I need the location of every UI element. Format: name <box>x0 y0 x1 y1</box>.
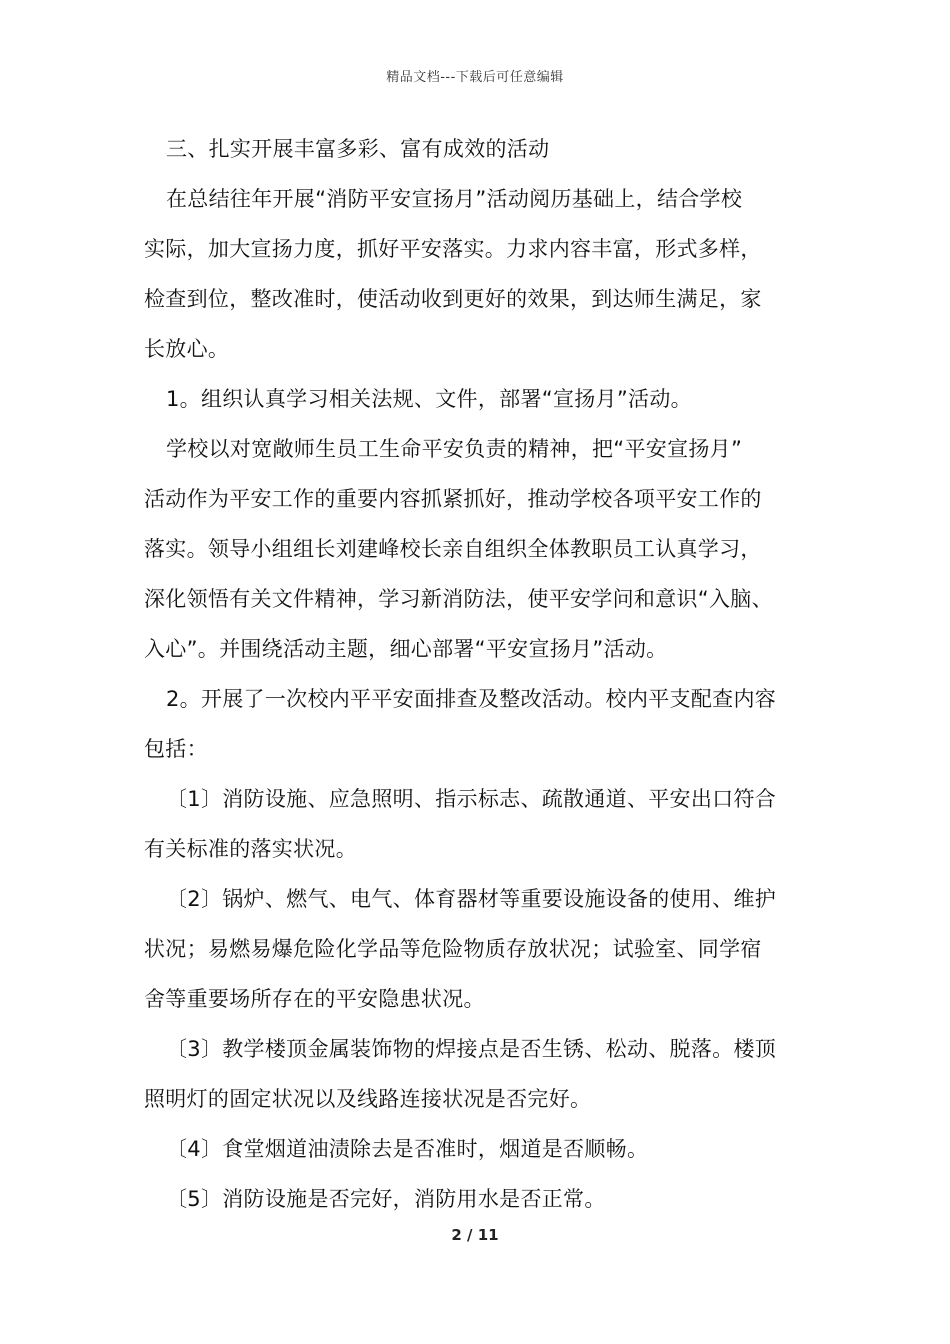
paragraph-line: 在总结往年开展“消防平安宣扬月”活动阅历基础上，结合学校 <box>166 187 743 211</box>
sub-item: 〔4〕食堂烟道油渍除去是否准时，烟道是否顺畅。 <box>166 1137 649 1161</box>
paragraph-line: 落实。领导小组组长刘建峰校长亲自组织全体教职员工认真学习， <box>144 537 762 561</box>
paragraph-line: 照明灯的固定状况以及线路连接状况是否完好。 <box>144 1087 592 1111</box>
paragraph-line: 长放心。 <box>144 337 230 361</box>
document-body <box>144 124 809 1224</box>
paragraph-line: 舍等重要场所存在的平安隐患状况。 <box>144 987 485 1011</box>
paragraph-line: 状况；易燃易爆危险化学品等危险物质存放状况；试验室、同学宿 <box>144 937 762 961</box>
paragraph-line: 深化领悟有关文件精神，学习新消防法，使平安学问和意识“入脑、 <box>144 587 773 611</box>
list-item-heading: 1。组织认真学习相关法规、文件，部署“宣扬月”活动。 <box>166 387 692 411</box>
sub-item: 〔5〕消防设施是否完好，消防用水是否正常。 <box>166 1187 606 1211</box>
section-heading: 三、扎实开展丰富多彩、富有成效的活动 <box>166 137 550 161</box>
list-item-heading: 2。开展了一次校内平平安面排查及整改活动。校内平支配查内容 <box>166 687 777 711</box>
sub-item: 〔3〕教学楼顶金属装饰物的焊接点是否生锈、松动、脱落。楼顶 <box>166 1037 777 1061</box>
page-header: 精品文档---下载后可任意编辑 <box>386 70 564 85</box>
paragraph-line: 入心”。并围绕活动主题，细心部署“平安宣扬月”活动。 <box>144 637 668 661</box>
paragraph-line: 包括： <box>144 737 208 761</box>
paragraph-line: 活动作为平安工作的重要内容抓紧抓好，推动学校各项平安工作的 <box>144 487 762 511</box>
sub-item: 〔2〕锅炉、燃气、电气、体育器材等重要设施设备的使用、维护 <box>166 887 777 911</box>
paragraph-line: 有关标准的落实状况。 <box>144 837 357 861</box>
paragraph-line: 检查到位，整改准时，使活动收到更好的效果，到达师生满足，家 <box>144 287 762 311</box>
paragraph-line: 学校以对宽敞师生员工生命平安负责的精神，把“平安宣扬月” <box>166 437 743 461</box>
paragraph-line: 实际，加大宣扬力度，抓好平安落实。力求内容丰富，形式多样， <box>144 237 762 261</box>
page-number: 2 / 11 <box>451 1226 499 1244</box>
sub-item: 〔1〕消防设施、应急照明、指示标志、疏散通道、平安出口符合 <box>166 787 777 811</box>
